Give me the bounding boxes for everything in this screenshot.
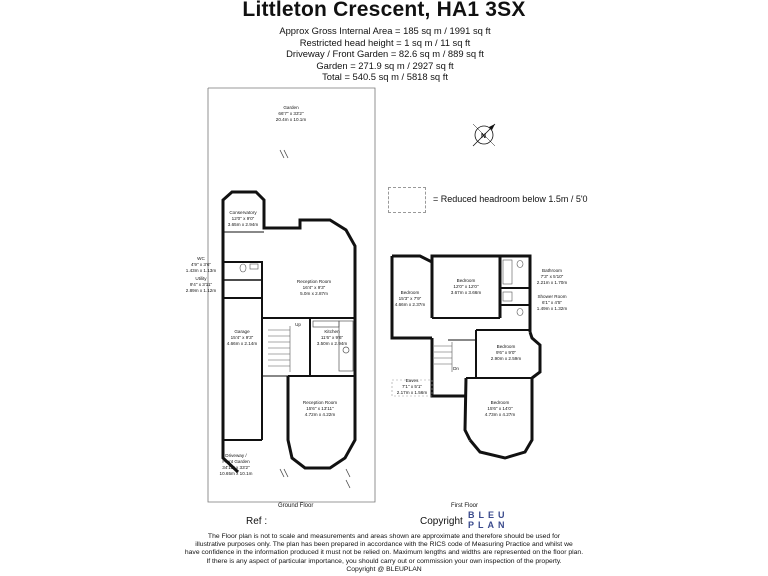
- room-size-garage: 15'4" x 9'3": [230, 335, 254, 340]
- room-name-eaves: Eaves: [405, 378, 419, 383]
- room-metric-bedroom-4: 4.73m x 4.27m: [484, 412, 516, 417]
- room-metric-reception-rear: 5.0m x 2.87m: [300, 291, 328, 296]
- room-name-reception-rear: Reception Room: [296, 279, 332, 284]
- room-metric-bedroom-3: 2.90m x 2.59m: [490, 356, 522, 361]
- area-line: Restricted head height = 1 sq m / 11 sq ft: [299, 36, 471, 48]
- disclaimer-line: The Floor plan is not to scale and measurements and areas shown are approximate and therefore should be used for: [207, 533, 561, 540]
- stairs-down-label: Dn: [453, 366, 459, 371]
- room-size-bathroom: 7'3" x 5'10": [540, 274, 564, 279]
- room-name-driveway: Driveway /: [225, 453, 247, 458]
- ground-floor-label: Ground Floor: [278, 503, 314, 509]
- bleuplan-logo: [468, 510, 516, 530]
- first-floor-staircase: [434, 342, 452, 372]
- stairs-up-label: Up: [295, 322, 301, 327]
- room-metric-wc: 1.43m x 1.13m: [185, 268, 217, 273]
- room-size-reception-front: 15'6" x 13'11": [306, 406, 334, 411]
- room-name-utility: Utility: [195, 276, 207, 281]
- room-metric-garden: 20.4m x 10.1m: [275, 117, 307, 122]
- room-size-bedroom-4: 15'6" x 14'0": [487, 406, 513, 411]
- room-size-shower-room: 6'1" x 4'5": [541, 300, 563, 305]
- room-size-utility: 9'4" x 3'11": [189, 282, 213, 287]
- room-name-kitchen: Kitchen: [324, 329, 340, 334]
- room-name-bathroom: Bathroom: [542, 268, 562, 273]
- area-line: Approx Gross Internal Area = 185 sq m / 1991 sq ft: [279, 25, 491, 36]
- area-line: Driveway / Front Garden = 82.6 sq m / 889 sq ft: [286, 48, 484, 60]
- room-size-driveway: 34'11" x 33'2": [222, 465, 250, 470]
- room-size-garden: 66'7" x 33'2": [278, 111, 304, 116]
- room-name-bedroom-3: Bedroom: [496, 344, 516, 349]
- page-title: Littleton Crescent, HA1 3SX: [242, 0, 526, 21]
- room-metric-driveway: 10.65m x 10.1m: [219, 471, 253, 476]
- disclaimer-line: have confidence in the information produced it must not be relied on. Maximum lengths and widths are represented on the floor plan.: [184, 549, 584, 557]
- room-size-conservatory: 12'0" x 9'0": [231, 216, 255, 221]
- room-name-garden: Garden: [283, 105, 299, 110]
- first-floor-label: First Floor: [451, 503, 478, 509]
- disclaimer-line: If there is any aspect of particular importance, you should carry out or commission your own inspection of the property.: [206, 557, 562, 565]
- room-name-bedroom-1: Bedroom: [400, 290, 420, 295]
- logo-line-1: BLEU: [468, 510, 509, 520]
- room-name-reception-front: Reception Room: [302, 400, 338, 405]
- room-size-bedroom-3: 9'6" x 9'0": [495, 350, 517, 355]
- room-name-shower-room: Shower Room: [537, 294, 567, 299]
- ground-floor-staircase: [268, 326, 290, 372]
- room-size-reception-rear: 16'4" x 9'3": [302, 285, 326, 290]
- wc-fixtures: [240, 264, 258, 272]
- room-metric-conservatory: 3.65m x 2.94m: [227, 222, 259, 227]
- room-size-bedroom-2: 12'0" x 12'0": [453, 284, 479, 289]
- copyright-label: Copyright: [420, 516, 463, 527]
- room-name-bedroom-2: Bedroom: [456, 278, 476, 283]
- copyright-line: Copyright @ BLEUPLAN: [346, 565, 422, 573]
- room-metric-bedroom-1: 4.66m x 2.37m: [394, 302, 426, 307]
- disclaimer-line: illustrative purposes only. The plan has been prepared in accordance with the RICS code of Measuring Practice and whilst we: [195, 541, 573, 549]
- room-size-kitchen: 11'6" x 9'6": [320, 335, 344, 340]
- area-line: Garden = 271.9 sq m / 2927 sq ft: [316, 59, 454, 71]
- room-name-garage: Garage: [234, 329, 250, 334]
- room-metric-eaves: 2.17m x 1.56m: [396, 390, 428, 395]
- room-metric-garage: 4.66m x 2.14m: [226, 341, 258, 346]
- room-name-wc: WC: [197, 256, 205, 261]
- room-size-bedroom-1: 15'3" x 7'9": [398, 296, 422, 301]
- room-name-bedroom-4: Bedroom: [490, 400, 510, 405]
- room-metric-reception-front: 4.72m x 4.22m: [304, 412, 336, 417]
- room-metric-utility: 2.89m x 1.12m: [185, 288, 217, 293]
- room-metric-bedroom-2: 3.67m x 3.66m: [450, 290, 482, 295]
- room-size-eaves: 7'1" x 5'1": [401, 384, 423, 389]
- room-name-conservatory: Conservatory: [229, 210, 257, 215]
- ref-label: Ref :: [246, 516, 268, 527]
- legend-text: = Reduced headroom below 1.5m / 5'0: [433, 194, 588, 204]
- area-line: Total = 540.5 sq m / 5818 sq ft: [322, 71, 448, 83]
- room-metric-bathroom: 2.21m x 1.70m: [536, 280, 568, 285]
- compass-label: N: [481, 133, 487, 140]
- disclaimer: [150, 533, 618, 574]
- room-metric-shower-room: 1.49m x 1.32m: [536, 306, 568, 311]
- logo-line-2: PLAN: [468, 520, 509, 530]
- room-metric-kitchen: 3.50m x 2.94m: [316, 341, 348, 346]
- room-name-front-garden: Front Garden: [222, 459, 250, 464]
- room-size-wc: 4'9" x 3'6": [190, 262, 212, 267]
- compass-icon: [473, 124, 495, 146]
